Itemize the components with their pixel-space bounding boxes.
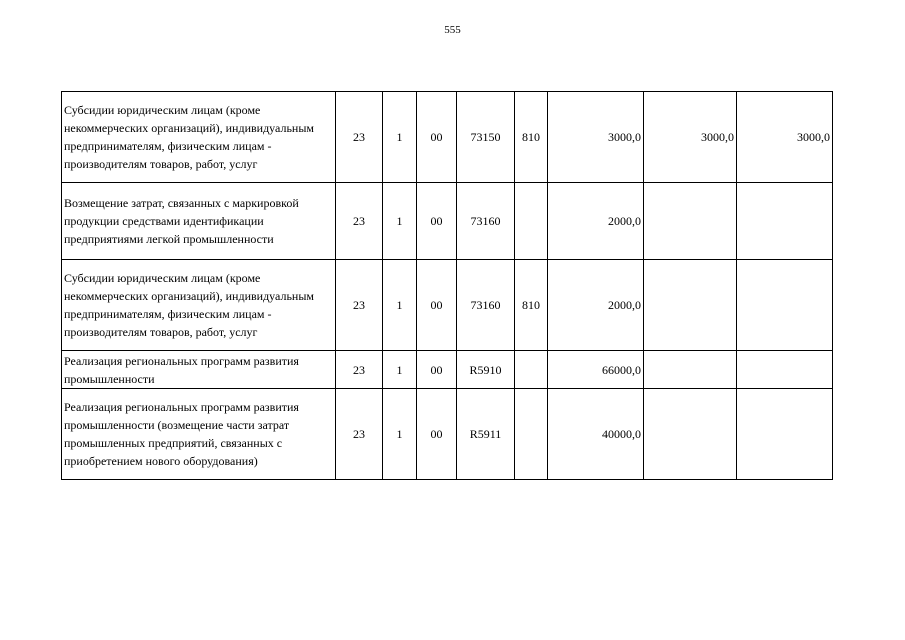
sum-year-2 [644,389,737,480]
direction-code: 73160 [457,183,515,260]
gp-code: 23 [336,351,383,389]
pp-code: 1 [383,351,417,389]
page-number: 555 [444,24,461,36]
sum-year-1: 2000,0 [548,260,644,351]
sum-year-2 [644,260,737,351]
table-row [62,389,833,480]
sum-year-3 [737,260,833,351]
om-code: 00 [417,351,457,389]
table-row [62,183,833,260]
direction-code: 73150 [457,92,515,183]
sum-year-3 [737,389,833,480]
table-row [62,351,833,389]
sum-year-3: 3000,0 [737,92,833,183]
sum-year-1: 3000,0 [548,92,644,183]
om-code: 00 [417,92,457,183]
om-code: 00 [417,389,457,480]
expense-type-code: 810 [515,260,548,351]
expense-type-code [515,351,548,389]
gp-code: 23 [336,183,383,260]
sum-year-1: 2000,0 [548,183,644,260]
pp-code: 1 [383,260,417,351]
gp-code: 23 [336,260,383,351]
sum-year-2 [644,351,737,389]
pp-code: 1 [383,92,417,183]
gp-code: 23 [336,389,383,480]
pp-code: 1 [383,183,417,260]
om-code: 00 [417,260,457,351]
expense-type-code: 810 [515,92,548,183]
row-name: Реализация региональных программ развития промышленности (возмещение части затрат промышленных предприятий, связанных с приобретением нового оборудования) [62,389,336,480]
sum-year-1: 66000,0 [548,351,644,389]
row-name: Реализация региональных программ развития промышленности [62,351,336,389]
table-row [62,92,833,183]
row-name: Субсидии юридическим лицам (кроме некоммерческих организаций), индивидуальным предпринимателям, физическим лицам - производителям товаров, работ, услуг [62,92,336,183]
direction-code: 73160 [457,260,515,351]
sum-year-3 [737,351,833,389]
row-name: Возмещение затрат, связанных с маркировкой продукции средствами идентификации предприятиями легкой промышленности [62,183,336,260]
gp-code: 23 [336,92,383,183]
row-name: Субсидии юридическим лицам (кроме некоммерческих организаций), индивидуальным предпринимателям, физическим лицам - производителям товаров, работ, услуг [62,260,336,351]
expense-type-code [515,389,548,480]
sum-year-2 [644,183,737,260]
direction-code: R5911 [457,389,515,480]
expense-type-code [515,183,548,260]
om-code: 00 [417,183,457,260]
sum-year-3 [737,183,833,260]
sum-year-2: 3000,0 [644,92,737,183]
direction-code: R5910 [457,351,515,389]
table-row [62,260,833,351]
budget-table [61,91,833,480]
sum-year-1: 40000,0 [548,389,644,480]
pp-code: 1 [383,389,417,480]
